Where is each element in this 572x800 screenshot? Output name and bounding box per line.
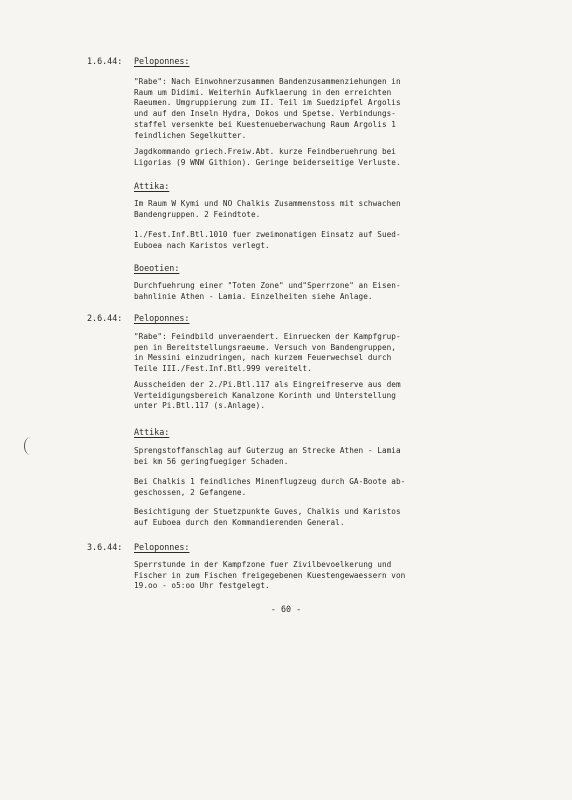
text-line: Ligorias (9 WNW Githion). Geringe beiderseitige Verluste. [134, 157, 401, 167]
text-line: Teile III./Fest.Inf.Btl.999 vereitelt. [134, 364, 312, 374]
text-line: und auf den Inseln Hydra, Dokos und Spetse. Verbindungs- [134, 109, 396, 119]
paragraph [134, 380, 434, 412]
entry-date: 1.6.44: [87, 56, 123, 66]
text-line: Verteidigungsbereich Kanalzone Korinth und Unterstellung [134, 390, 396, 400]
paragraph [134, 230, 434, 251]
text-line: bei km 56 geringfuegiger Schaden. [134, 456, 289, 466]
section-heading: Boeotien: [134, 263, 180, 273]
text-line: Raeumen. Umgruppierung zum II. Teil im Suedzipfel Argolis [134, 98, 401, 108]
paragraph [134, 332, 434, 375]
entry-date: 3.6.44: [87, 542, 123, 552]
text-line: bahnlinie Athen - Lamia. Einzelheiten siehe Anlage. [134, 291, 373, 301]
paragraph [134, 560, 434, 592]
text-line: in Messini einzudringen, nach kurzem Feuerwechsel durch [134, 353, 392, 363]
text-line: staffel versenkte bei Kuestenueberwachung Raum Argolis 1 [134, 119, 396, 129]
section-heading: Attika: [134, 427, 170, 437]
section-heading: Peloponnes: [134, 542, 190, 552]
text-line: geschossen, 2 Gefangene. [134, 487, 247, 497]
text-line: "Rabe": Nach Einwohnerzusammen Bandenzusammenziehungen in [134, 77, 401, 86]
text-line: Sperrstunde in der Kampfzone fuer Zivilbevoelkerung und [134, 560, 392, 569]
text-line: Im Raum W Kymi und NO Chalkis Zusammenstoss mit schwachen [134, 199, 401, 208]
paragraph [134, 281, 434, 302]
page-number: - 60 - [270, 604, 302, 614]
section-heading: Peloponnes: [134, 313, 190, 323]
paragraph [134, 77, 434, 141]
text-line: "Rabe": Feindbild unveraendert. Einruecken der Kampfgrup- [134, 332, 401, 341]
text-line: 1./Fest.Inf.Btl.1010 fuer zweimonatigen Einsatz auf Sued- [134, 230, 401, 239]
punch-hole-mark [24, 437, 37, 455]
text-line: pen in Bereitstellungsraeume. Versuch von Bandengruppen, [134, 342, 396, 352]
text-line: Fischer in zum Fischen freigegebenen Kuestengewaessern von [134, 570, 406, 580]
text-line: Sprengstoffanschlag auf Guterzug an Strecke Athen - Lamia [134, 446, 401, 455]
text-line: unter Pi.Btl.117 (s.Anlage). [134, 401, 265, 411]
paragraph [134, 199, 434, 220]
text-line: Jagdkommando griech.Freiw.Abt. kurze Feindberuehrung bei [134, 147, 396, 156]
text-line: Besichtigung der Stuetzpunkte Guves, Chalkis und Karistos [134, 507, 401, 516]
text-line: Bei Chalkis 1 feindliches Minenflugzeug durch GA-Boote ab- [134, 477, 406, 486]
section-heading: Attika: [134, 181, 170, 191]
paragraph [134, 477, 434, 498]
paragraph [134, 507, 434, 528]
text-line: 19.oo - o5:oo Uhr festgelegt. [134, 581, 270, 591]
entry-date: 2.6.44: [87, 313, 123, 323]
paragraph [134, 446, 434, 467]
text-line: Ausscheiden der 2./Pi.Btl.117 als Eingreifreserve aus dem [134, 380, 401, 389]
text-line: Bandengruppen. 2 Feindtote. [134, 209, 261, 219]
paragraph [134, 147, 434, 168]
text-line: feindlichen Segelkutter. [134, 130, 247, 140]
text-line: Euboea nach Karistos verlegt. [134, 240, 270, 250]
text-line: Durchfuehrung einer "Toten Zone" und"Sperrzone" an Eisen- [134, 281, 401, 290]
section-heading: Peloponnes: [134, 56, 190, 66]
text-line: auf Euboea durch den Kommandierenden General. [134, 517, 345, 527]
text-line: Raum um Didimi. Weiterhin Aufklaerung in den erreichten [134, 87, 392, 97]
